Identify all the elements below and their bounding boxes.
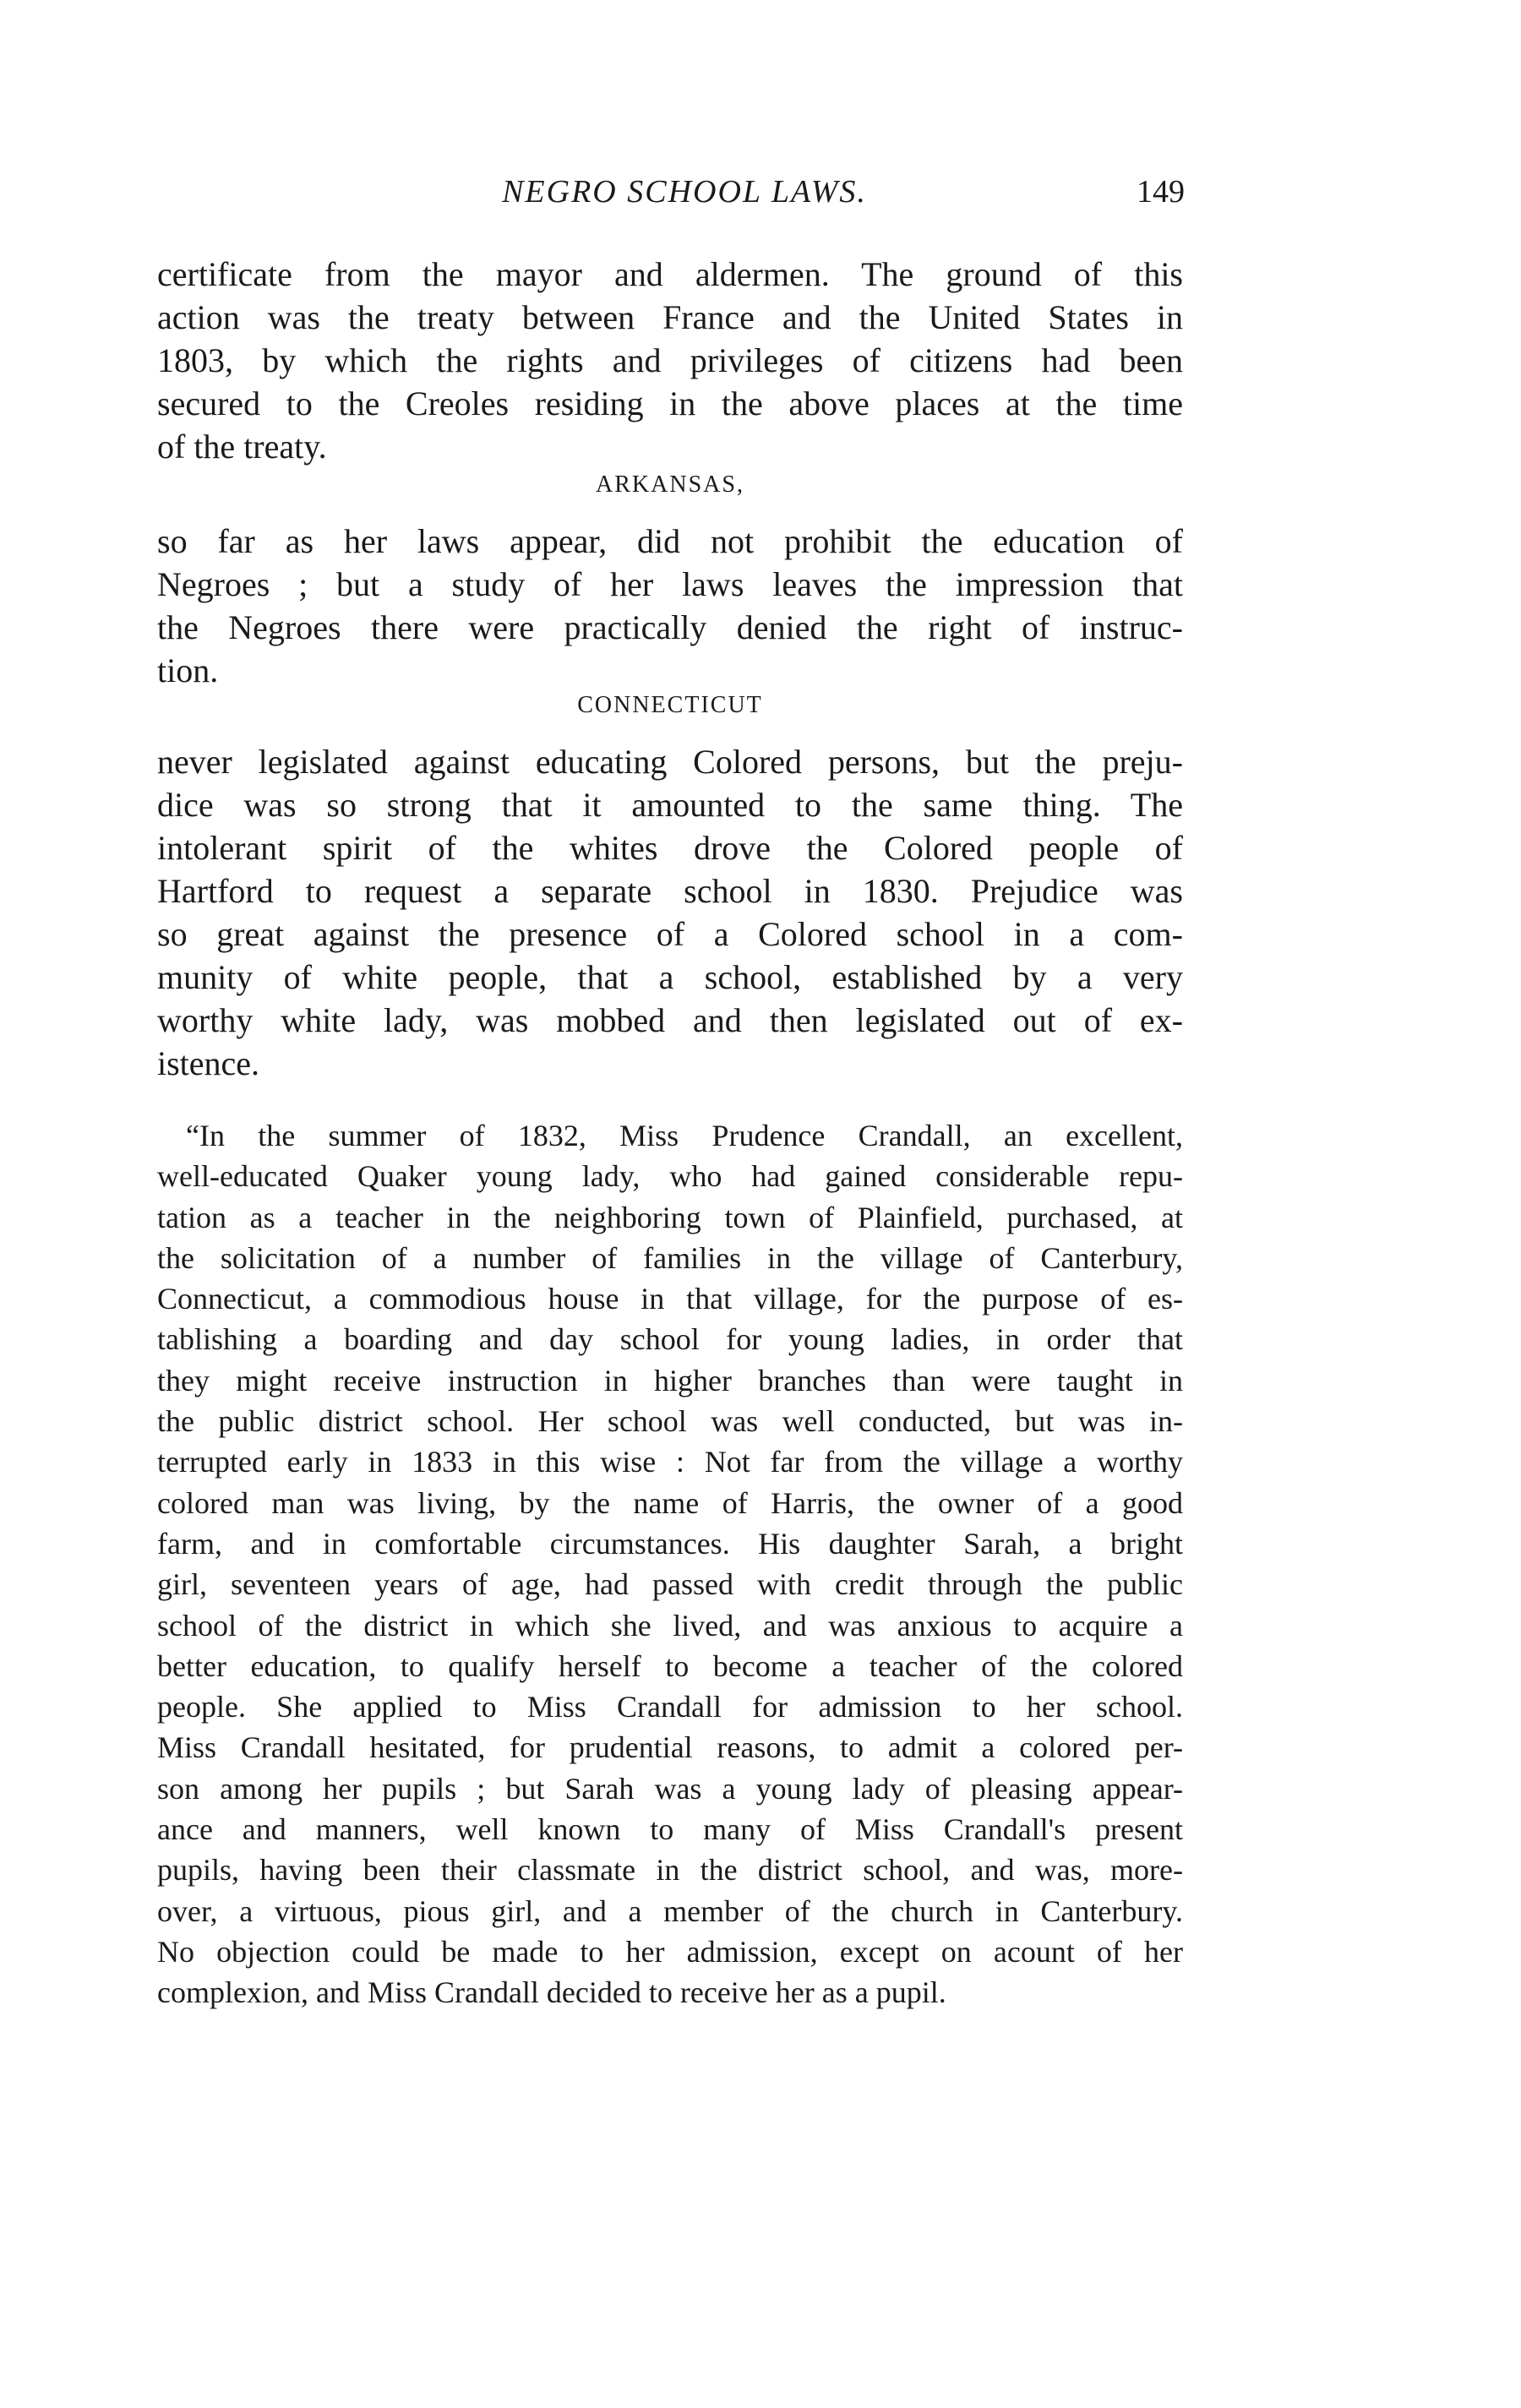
quotation-paragraph	[157, 1115, 1183, 2013]
text-line: secured to the Creoles residing in the above places at the time	[157, 384, 1183, 422]
text-line: better education, to qualify herself to become a teacher of the colored	[157, 1648, 1183, 1683]
text-line: munity of white people, that a school, established by a very	[157, 958, 1183, 996]
text-line: the Negroes there were practically denied the right of instruc-	[157, 608, 1183, 646]
text-line: 1803, by which the rights and privileges of citizens had been	[157, 341, 1183, 379]
text-line: never legislated against educating Colored persons, but the preju-	[157, 743, 1183, 781]
text-line: complexion, and Miss Crandall decided to receive her as a pupil.	[157, 1975, 946, 2010]
text-line: son among her pupils ; but Sarah was a young lady of pleasing appear-	[157, 1771, 1183, 1806]
text-line: so far as her laws appear, did not prohibit the education of	[157, 522, 1183, 560]
text-line: worthy white lady, was mobbed and then legislated out of ex-	[157, 1001, 1183, 1039]
text-line: ance and manners, well known to many of Miss Crandall's present	[157, 1812, 1183, 1847]
running-header-title: NEGRO SCHOOL LAWS.	[502, 174, 867, 210]
text-line: colored man was living, by the name of Harris, the owner of a good	[157, 1485, 1183, 1520]
text-line: Negroes ; but a study of her laws leaves the impression that	[157, 565, 1183, 603]
text-line: the public district school. Her school was well conducted, but was in-	[157, 1404, 1183, 1439]
text-line: Hartford to request a separate school in 1830. Prejudice was	[157, 872, 1183, 910]
page-number: 149	[1137, 174, 1185, 210]
paragraph-continuation	[157, 253, 1183, 468]
text-line: certificate from the mayor and aldermen. The ground of this	[157, 255, 1183, 293]
text-line: farm, and in comfortable circumstances. His daughter Sarah, a bright	[157, 1526, 1183, 1561]
text-line: dice was so strong that it amounted to the same thing. The	[157, 786, 1183, 824]
text-line: people. She applied to Miss Crandall for admission to her school.	[157, 1690, 1183, 1724]
text-line: No objection could be made to her admission, except on acount of her	[157, 1934, 1183, 1969]
text-line: of the treaty.	[157, 428, 327, 466]
text-line: tation as a teacher in the neighboring town of Plainfield, purchased, at	[157, 1200, 1183, 1234]
text-line: terrupted early in 1833 in this wise : Not far from the village a worthy	[157, 1445, 1183, 1479]
text-line: intolerant spirit of the whites drove the Colored people of	[157, 829, 1183, 867]
text-line: girl, seventeen years of age, had passed with credit through the public	[157, 1567, 1183, 1602]
text-line: tion.	[157, 651, 219, 689]
text-line: the solicitation of a number of families in the village of Canterbury,	[157, 1240, 1183, 1275]
section-heading-connecticut: CONNECTICUT	[577, 692, 763, 718]
text-line: over, a virtuous, pious girl, and a member of the church in Canterbury.	[157, 1893, 1183, 1928]
section-heading-arkansas: ARKANSAS,	[596, 471, 744, 498]
text-line: so great against the presence of a Colored school in a com-	[157, 915, 1183, 953]
text-line: well-educated Quaker young lady, who had gained considerable repu-	[157, 1159, 1183, 1194]
text-line: action was the treaty between France and the United States in	[157, 298, 1183, 336]
paragraph-connecticut	[157, 740, 1183, 1085]
text-line: they might receive instruction in higher branches than were taught in	[157, 1363, 1183, 1397]
text-line: Connecticut, a commodious house in that village, for the purpose of es-	[157, 1282, 1183, 1316]
text-line: tablishing a boarding and day school for young ladies, in order that	[157, 1322, 1183, 1357]
paragraph-arkansas	[157, 520, 1183, 692]
text-line: “In the summer of 1832, Miss Prudence Crandall, an excellent,	[186, 1119, 1183, 1152]
text-line: istence.	[157, 1044, 260, 1082]
text-line: school of the district in which she lived, and was anxious to acquire a	[157, 1608, 1183, 1643]
text-line: Miss Crandall hesitated, for prudential reasons, to admit a colored per-	[157, 1730, 1183, 1765]
text-line: pupils, having been their classmate in the district school, and was, more-	[157, 1853, 1183, 1888]
